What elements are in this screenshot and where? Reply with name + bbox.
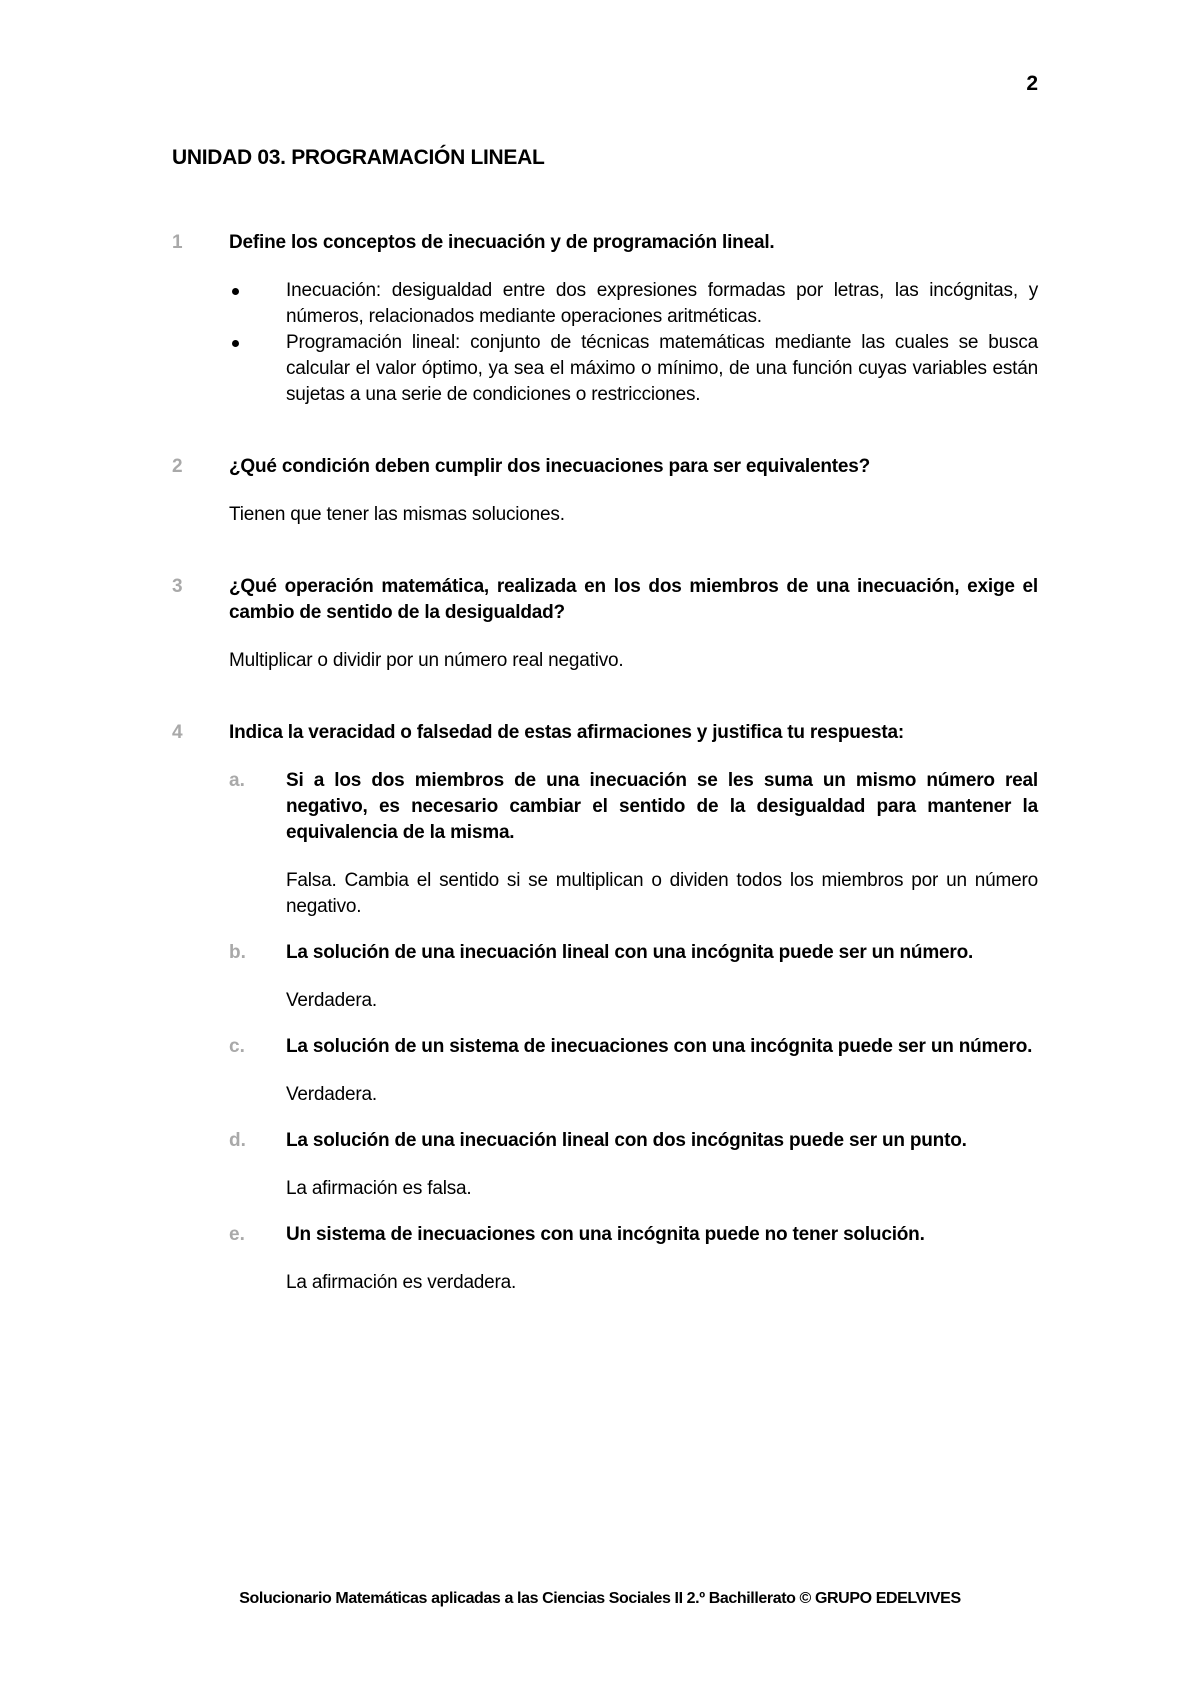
statement-d (229, 1128, 1038, 1202)
question-3 (172, 574, 1038, 674)
answer-text: La afirmación es falsa. (286, 1178, 472, 1199)
question-4 (172, 720, 1038, 1296)
question-1 (172, 230, 1038, 408)
statement-b (229, 940, 1038, 1014)
statement-letter: b. (229, 942, 246, 963)
question-number: 3 (172, 576, 183, 597)
definition-list (229, 278, 1038, 408)
definition-text: Inecuación: desigualdad entre dos expresiones formadas por letras, las incógnitas, y números, relacionados mediante operaciones aritméticas. (286, 280, 1038, 327)
answer-text: Verdadera. (286, 990, 377, 1011)
answer-text: Falsa. Cambia el sentido si se multiplican o dividen todos los miembros por un número negativo. (286, 870, 1038, 917)
page-number: 2 (1026, 72, 1038, 95)
list-item (229, 278, 1038, 330)
statement-a (229, 768, 1038, 920)
question-text: ¿Qué operación matemática, realizada en los dos miembros de una inecuación, exige el cambio de sentido de la desigualdad? (229, 576, 1038, 623)
question-2 (172, 454, 1038, 528)
statement-letter: a. (229, 770, 245, 791)
statement-text: Si a los dos miembros de una inecuación se les suma un mismo número real negativo, es necesario cambiar el sentido de la desigualdad para mantener la equivalencia de la misma. (286, 770, 1038, 843)
unit-title: UNIDAD 03. PROGRAMACIÓN LINEAL (172, 146, 545, 169)
question-text: Indica la veracidad o falsedad de estas afirmaciones y justifica tu respuesta: (229, 722, 905, 743)
answer-text: Tienen que tener las mismas soluciones. (229, 504, 565, 525)
statement-text: Un sistema de inecuaciones con una incógnita puede no tener solución. (286, 1224, 925, 1245)
document-body (172, 230, 1038, 1296)
question-body (229, 574, 1038, 674)
question-text: Define los conceptos de inecuación y de programación lineal. (229, 232, 775, 253)
statement-text: La solución de un sistema de inecuaciones con una incógnita puede ser un número. (286, 1036, 1033, 1057)
statement-e (229, 1222, 1038, 1296)
answer-text: Multiplicar o dividir por un número real negativo. (229, 650, 624, 671)
statement-c (229, 1034, 1038, 1108)
statement-letter: c. (229, 1036, 245, 1057)
answer-text: La afirmación es verdadera. (286, 1272, 517, 1293)
question-body (229, 454, 1038, 528)
question-body (229, 720, 1038, 1296)
question-number: 2 (172, 456, 183, 477)
statement-text: La solución de una inecuación lineal con una incógnita puede ser un número. (286, 942, 974, 963)
question-number: 1 (172, 232, 183, 253)
question-text: ¿Qué condición deben cumplir dos inecuaciones para ser equivalentes? (229, 456, 871, 477)
list-item (229, 330, 1038, 408)
answer-text: Verdadera. (286, 1084, 377, 1105)
statement-letter: d. (229, 1130, 246, 1151)
bullet-icon (232, 340, 239, 347)
statement-text: La solución de una inecuación lineal con dos incógnitas puede ser un punto. (286, 1130, 967, 1151)
bullet-icon (232, 288, 239, 295)
page-footer: Solucionario Matemáticas aplicadas a las Ciencias Sociales II 2.º Bachillerato © GRUPO EDELVIVES (239, 1590, 961, 1607)
definition-text: Programación lineal: conjunto de técnicas matemáticas mediante las cuales se busca calcular el valor óptimo, ya sea el máximo o mínimo, de una función cuyas variables están sujetas a una serie de condiciones o restricciones. (286, 332, 1038, 405)
statement-letter: e. (229, 1224, 245, 1245)
question-body (229, 230, 1038, 408)
question-number: 4 (172, 722, 183, 743)
